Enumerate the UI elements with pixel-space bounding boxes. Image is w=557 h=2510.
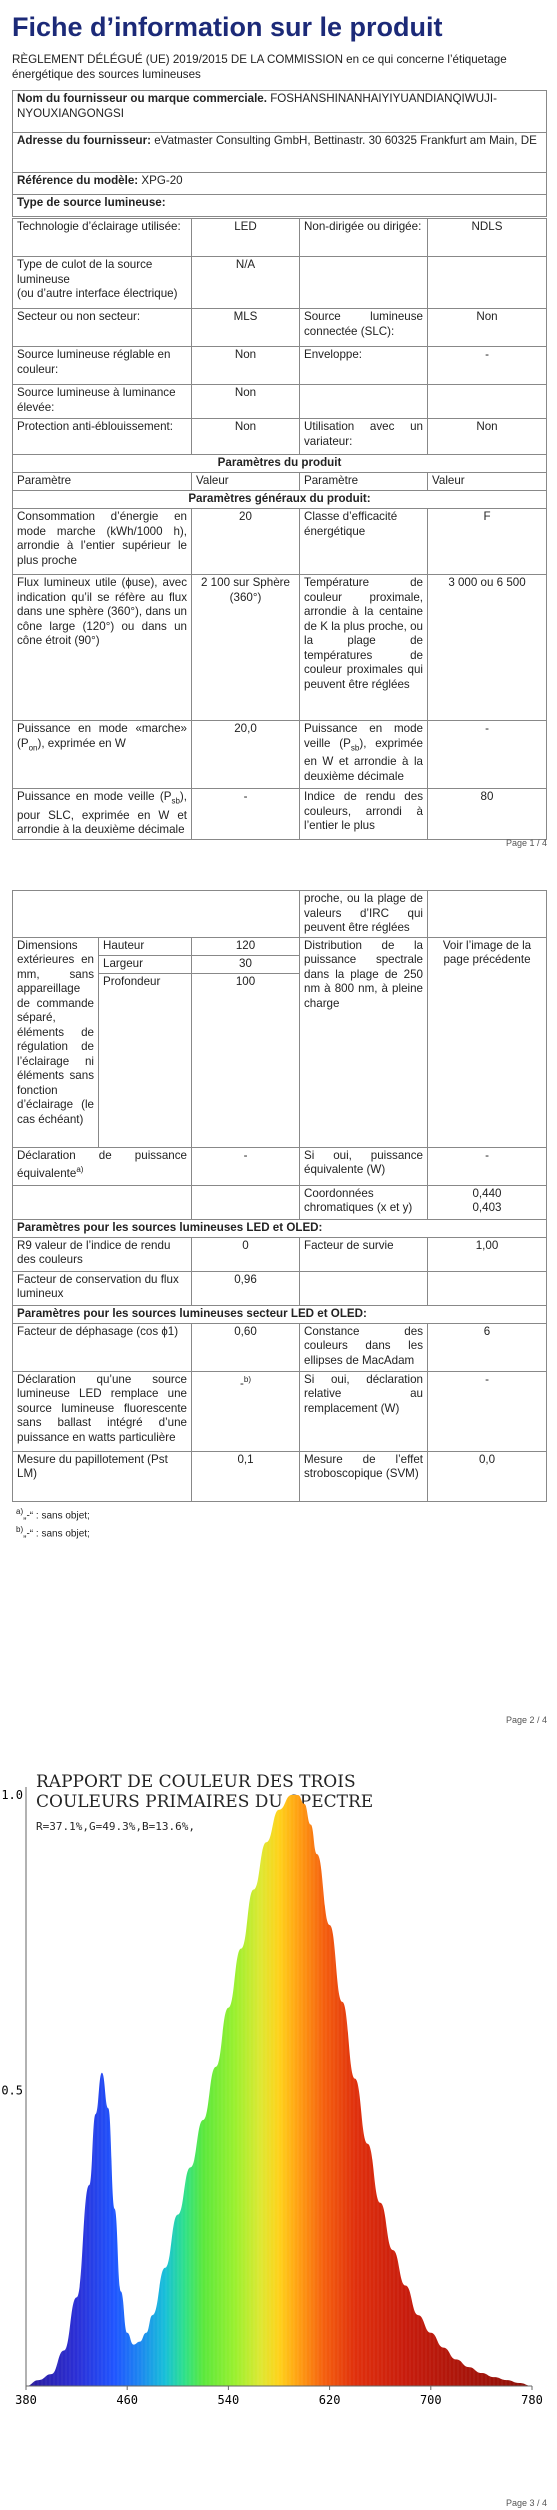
spd-value: Voir l’image de la page précédente: [428, 937, 547, 1147]
address-row: [13, 133, 547, 173]
height-value: 120: [192, 937, 300, 955]
cap-type-label-2: (ou d’autre interface électrique): [17, 287, 178, 300]
model-value: XPG-20: [141, 174, 183, 187]
consumption-label: Consommation d’énergie en mode marche (kWh/1000 h), arrondie à l’entier supérieur le plus proche: [13, 509, 192, 575]
cct-value: 3 000 ou 6 500: [428, 575, 547, 721]
networked-standby-label: Puissance en mode veille $(P_{sb})$, pour SLC, exprimée en W et arrondie à la deuxième décimale: [13, 789, 192, 840]
standby-power-value: -: [428, 721, 547, 789]
model-row: [13, 173, 547, 195]
stroboscopic-label: Mesure de l’effet stroboscopique (SVM): [300, 1451, 428, 1501]
x-tick-label: 460: [116, 2393, 139, 2407]
page-3: [0, 1730, 557, 2510]
useful-flux-value: 2 100 sur Sphère (360°): [192, 575, 300, 721]
standby-power-label: Puissance en mode veille $(P_{sb})$, exprimée en W et arrondie à la deuxième décimale: [300, 721, 428, 789]
on-mode-power-value: 20,0: [192, 721, 300, 789]
y-tick-label: 0.5: [1, 2083, 23, 2098]
connected-label: Source lumineuse connectée (SLC):: [300, 309, 428, 347]
page-number: Page 2 / 4: [505, 1715, 547, 1725]
address-label: Adresse du fournisseur:: [17, 134, 152, 147]
envelope-value: -: [428, 347, 547, 385]
general-parameters-header: Paramètres généraux du produit:: [13, 491, 547, 509]
technology-label: Technologie d’éclairage utilisée:: [13, 219, 192, 257]
survival-factor-value: 1,00: [428, 1237, 547, 1271]
height-label: Hauteur: [99, 937, 192, 955]
chromaticity-y: 0,403: [472, 1201, 502, 1214]
useful-flux-label: Flux lumineux utile (ɸuse), avec indication qu’il se réfère au flux dans une sphère (360°), dans un cône large (120°) ou dans un cône étroit (90°): [13, 575, 192, 721]
depth-value: 100: [192, 973, 300, 1147]
colour-tunable-value: Non: [192, 347, 300, 385]
spectrum-chart: [0, 1760, 557, 2460]
networked-standby-value: -: [192, 789, 300, 840]
depth-label: Profondeur: [99, 973, 192, 1147]
macadam-label: Constance des couleurs dans les ellipses de MacAdam: [300, 1323, 428, 1371]
mains-value: MLS: [192, 309, 300, 347]
replacement-watts-value: -: [428, 1371, 547, 1451]
x-tick-label: 700: [419, 2393, 442, 2407]
flicker-value: 0,1: [192, 1451, 300, 1501]
equivalent-power-label: Déclaration de puissance équivalente$^{a)}$: [13, 1147, 192, 1185]
survival-factor-label: Facteur de survie: [300, 1237, 428, 1271]
light-source-type-table: [12, 218, 547, 840]
dimensions-label: Dimensions extérieures en mm, sans appareillage de commande séparé, éléments de régulation de l’éclairage ni éléments sans fonction d’éclairage (le cas échéant): [13, 937, 99, 1147]
replacement-watts-label: Si oui, déclaration relative au remplacement (W): [300, 1371, 428, 1451]
x-tick-label: 380: [15, 2393, 37, 2407]
col-value-2: Valeur: [428, 473, 547, 491]
lumen-maintenance-value: 0,96: [192, 1271, 300, 1305]
cri-label-continued: proche, ou la plage de valeurs d’IRC qui peuvent être réglées: [300, 891, 428, 938]
cap-type-label: Type de culot de la source lumineuse: [17, 258, 153, 286]
light-source-type-label: Type de source lumineuse:: [13, 195, 547, 217]
lumen-maintenance-label: Facteur de conservation du flux lumineux: [13, 1271, 192, 1305]
replacement-claim-value: -$^{b)}$: [192, 1371, 300, 1451]
equivalent-watts-value: -: [428, 1147, 547, 1185]
cri-value: 80: [428, 789, 547, 840]
equivalent-watts-label: Si oui, puissance équivalente (W): [300, 1147, 428, 1185]
on-mode-power-label: Puissance en mode «marche» $(P_{on})$, exprimée en W: [13, 721, 192, 789]
page-number: Page 1 / 4: [505, 838, 547, 848]
x-tick-label: 620: [318, 2393, 341, 2407]
footnote-a: $^{a)}$„-“ : sans objet;: [16, 1507, 90, 1522]
product-parameters-header: Paramètres du produit: [13, 455, 547, 473]
chart-title: RAPPORT DE COULEUR DES TROIS COULEURS PRIMAIRES DU SPECTRE: [36, 1772, 374, 1812]
parameters-table-continued: [12, 890, 547, 1502]
page-1: [0, 0, 557, 850]
displacement-factor-label: Facteur de déphasage (cos ɸ1): [13, 1323, 192, 1371]
mains-label: Secteur ou non secteur:: [13, 309, 192, 347]
supplier-table: [12, 90, 547, 217]
document-title: Fiche d’information sur le produit: [12, 12, 443, 42]
regulation-subtitle: RÈGLEMENT DÉLÉGUÉ (UE) 2019/2015 DE LA COMMISSION en ce qui concerne l’étiquetage énergétique des sources lumineuses: [12, 53, 507, 81]
efficiency-class-label: Classe d’efficacité énergétique: [300, 509, 428, 575]
high-luminance-label: Source lumineuse à luminance élevée:: [13, 385, 192, 419]
stroboscopic-value: 0,0: [428, 1451, 547, 1501]
spd-label: Distribution de la puissance spectrale dans la plage de 250 nm à 800 nm, à pleine charge: [300, 937, 428, 1147]
chart-subtitle: R=37.1%,G=49.3%,B=13.6%,: [36, 1820, 195, 1833]
chromaticity-x: 0,440: [472, 1186, 502, 1200]
displacement-factor-value: 0,60: [192, 1323, 300, 1371]
cri-label: Indice de rendu des couleurs, arrondi à l’entier le plus: [300, 789, 428, 840]
macadam-value: 6: [428, 1323, 547, 1371]
dimmer-value: Non: [428, 419, 547, 455]
width-label: Largeur: [99, 955, 192, 973]
r9-label: R9 valeur de l’indice de rendu des couleurs: [13, 1237, 192, 1271]
chromaticity-value: [428, 1185, 547, 1219]
dimmer-label: Utilisation avec un variateur:: [300, 419, 428, 455]
efficiency-class-value: F: [428, 509, 547, 575]
y-tick-label: 1.0: [1, 1788, 23, 1802]
directional-label: Non-dirigée ou dirigée:: [300, 219, 428, 257]
envelope-label: Enveloppe:: [300, 347, 428, 385]
footnote-b: $^{b)}$„-“ : sans objet;: [16, 1525, 90, 1540]
anti-glare-label: Protection anti-éblouissement:: [13, 419, 192, 455]
equivalent-power-value: -: [192, 1147, 300, 1185]
supplier-value: FOSHANSHINANHAIYIYUANDIANQIWUJI-NYOUXIANGONGSI: [17, 92, 497, 120]
supplier-label: Nom du fournisseur ou marque commerciale.: [17, 92, 267, 105]
model-label: Référence du modèle:: [17, 174, 139, 187]
cap-type-cell: [13, 257, 192, 309]
col-param-1: Paramètre: [13, 473, 192, 491]
colour-tunable-label: Source lumineuse réglable en couleur:: [13, 347, 192, 385]
supplier-row: [13, 91, 547, 133]
x-tick-label: 780: [521, 2393, 543, 2407]
r9-value: 0: [192, 1237, 300, 1271]
width-value: 30: [192, 955, 300, 973]
connected-value: Non: [428, 309, 547, 347]
page-number: Page 3 / 4: [505, 2498, 547, 2508]
x-tick-label: 540: [217, 2393, 240, 2407]
page-2: [0, 850, 557, 1730]
address-value: eVatmaster Consulting GmbH, Bettinastr. 30 60325 Frankfurt am Main, DE: [154, 134, 537, 147]
col-param-2: Paramètre: [300, 473, 428, 491]
consumption-value: 20: [192, 509, 300, 575]
high-luminance-value: Non: [192, 385, 300, 419]
cct-label: Température de couleur proximale, arrondie à la centaine de K la plus proche, ou la plage de températures de couleur proximales qui peuvent être réglées: [300, 575, 428, 721]
chromaticity-label: Coordonnées chromatiques (x et y): [300, 1185, 428, 1219]
led-parameters-header: Paramètres pour les sources lumineuses LED et OLED:: [13, 1219, 547, 1237]
directional-value: NDLS: [428, 219, 547, 257]
flicker-label: Mesure du papillotement (Pst LM): [13, 1451, 192, 1501]
anti-glare-value: Non: [192, 419, 300, 455]
replacement-claim-label: Déclaration qu’une source lumineuse LED remplace une source lumineuse fluorescente sans ballast intégré d’une puissance en watts particulière: [13, 1371, 192, 1451]
technology-value: LED: [192, 219, 300, 257]
col-value-1: Valeur: [192, 473, 300, 491]
cap-type-value: N/A: [192, 257, 300, 309]
mains-led-parameters-header: Paramètres pour les sources lumineuses secteur LED et OLED:: [13, 1305, 547, 1323]
